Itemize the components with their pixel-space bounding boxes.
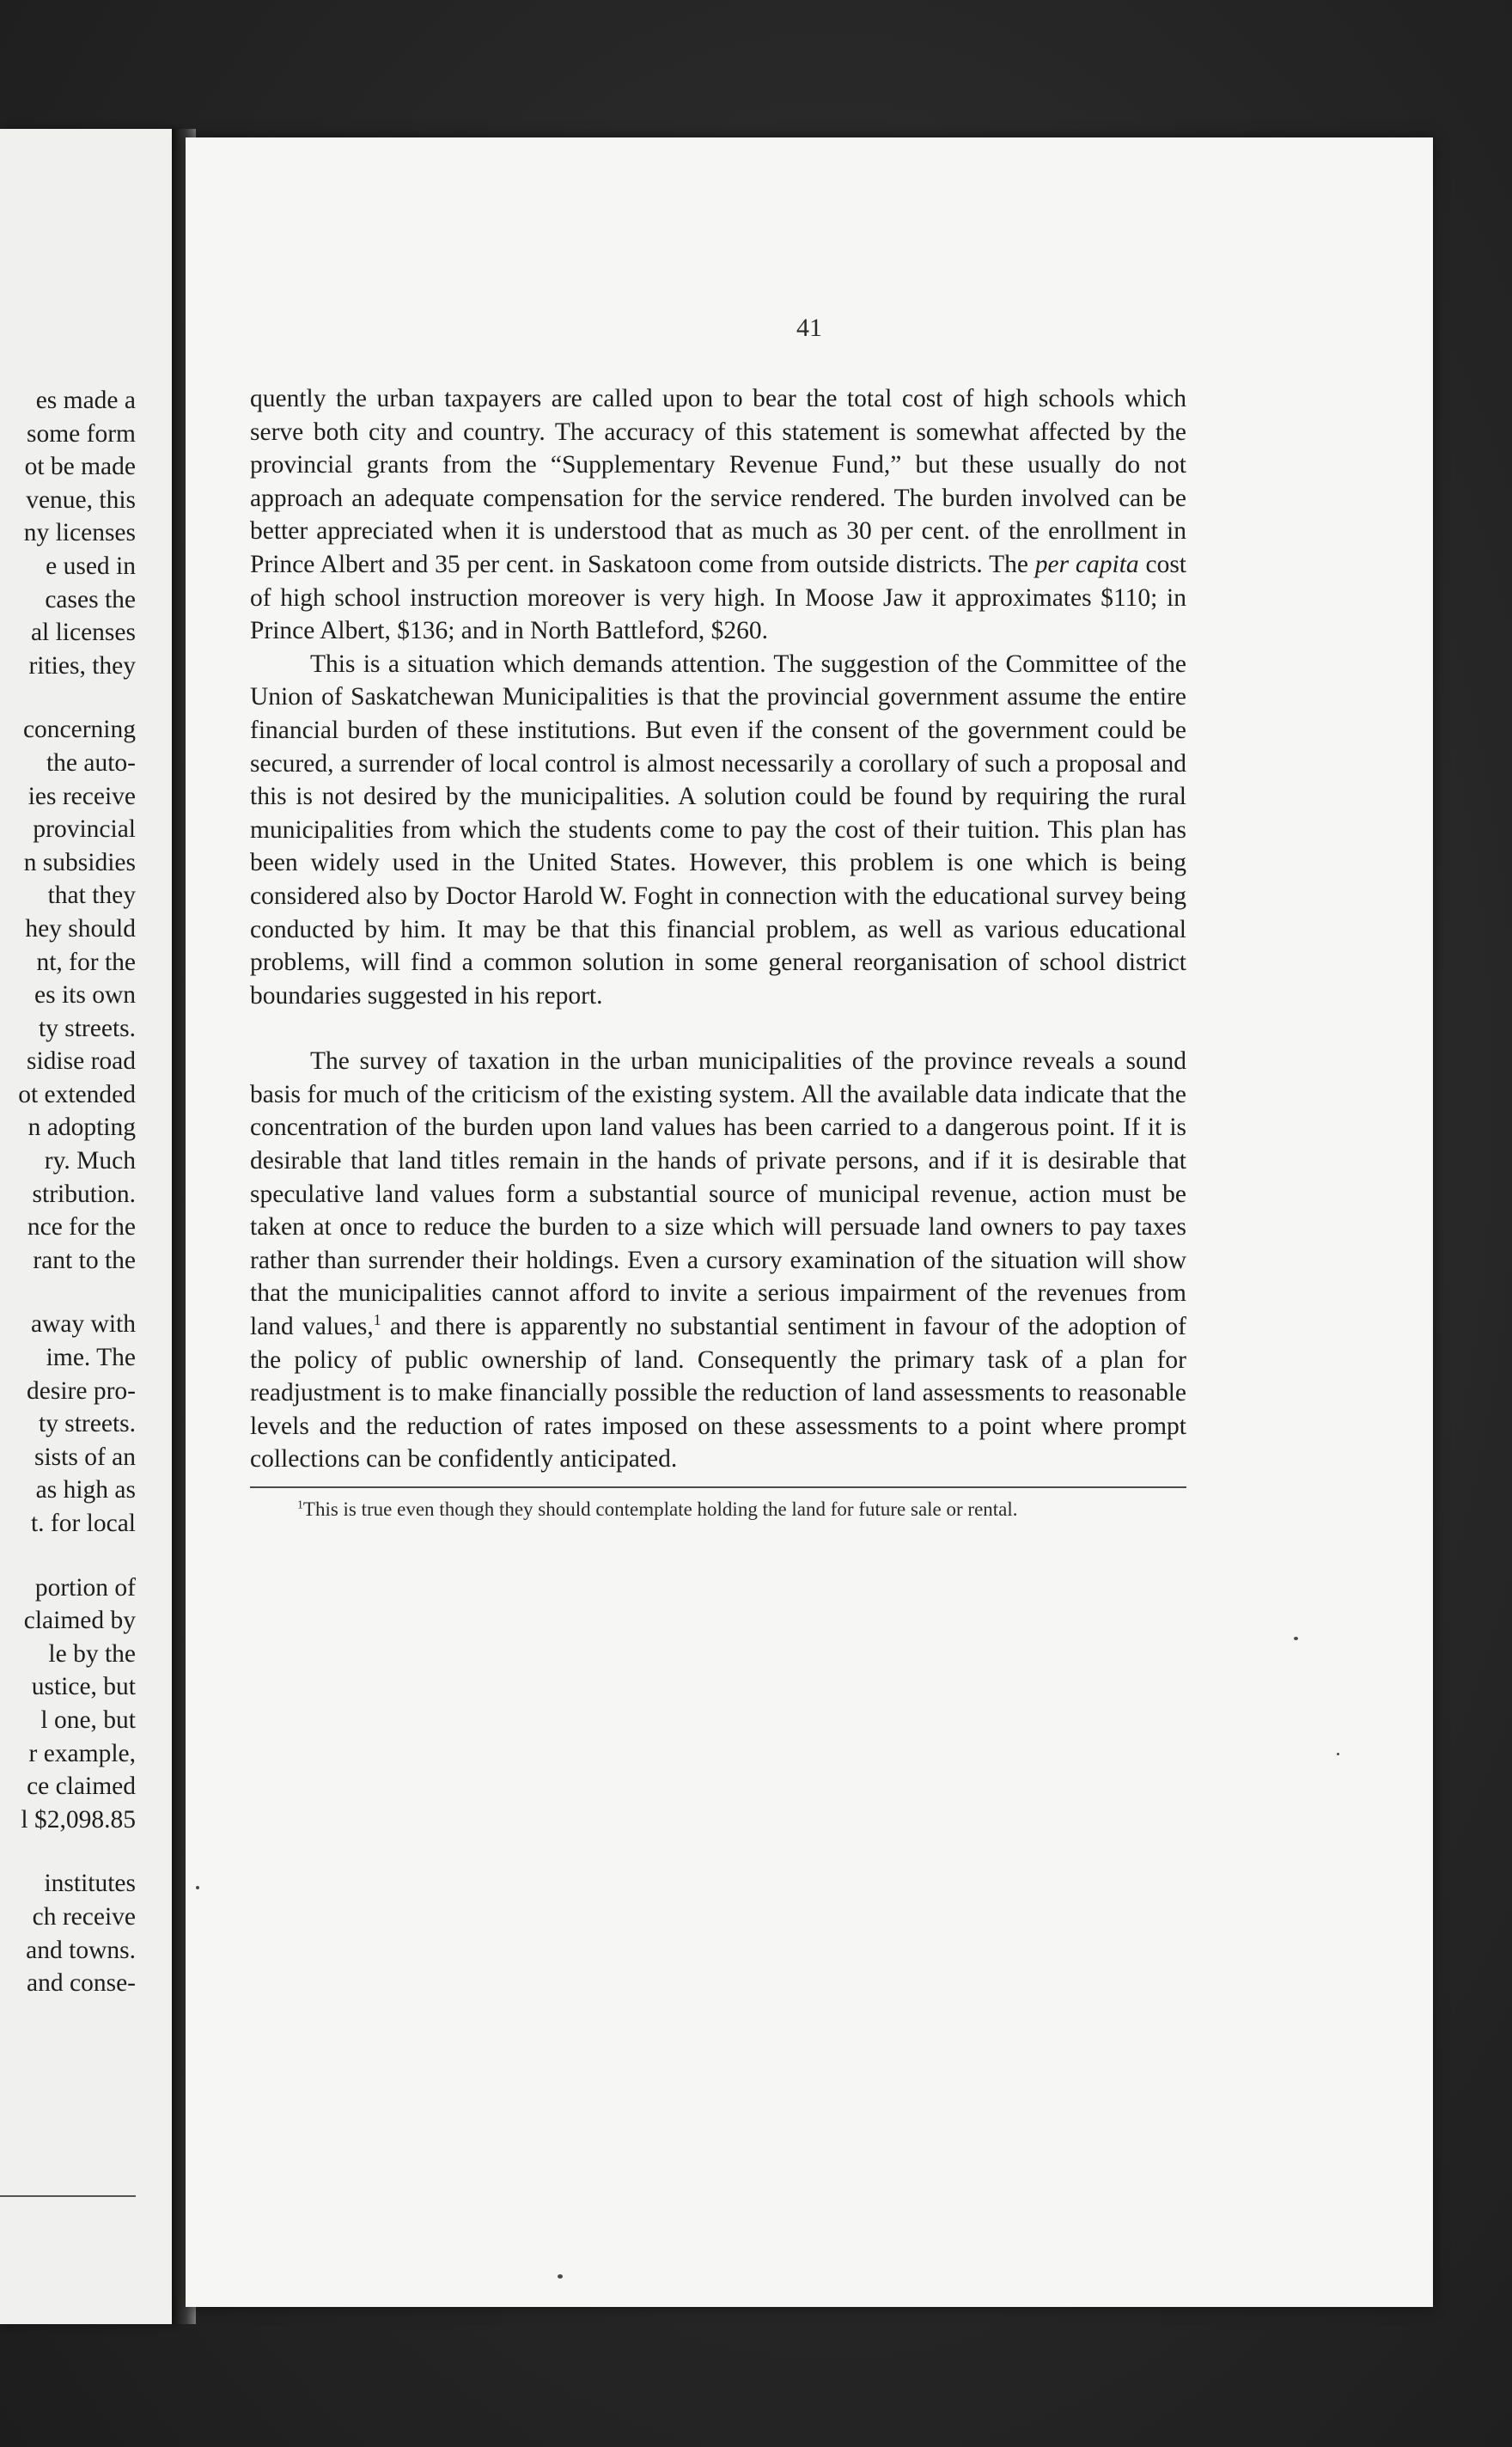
left-line: ty streets. xyxy=(38,1410,136,1438)
left-line: rities, they xyxy=(28,651,136,680)
left-line: ot extended xyxy=(18,1080,136,1108)
left-line: away with xyxy=(30,1310,136,1339)
left-line: cases the xyxy=(45,585,136,613)
left-line: ime. The xyxy=(46,1344,136,1372)
paragraph-text: quently the urban taxpayers are called upon to bear the total cost of high schools which serve both city and country. The accuracy of this statement is somewhat affected by the provincial grants from the “Supplementary Revenue Fund,” but these usually do not approach an adequate compensation for the service rendered. The burden involved can be better appreciated when it is understood that as much as 30 per cent. of the enrollment in Prince Albert and 35 per cent. in Saskatoon come from outside districts. The xyxy=(250,385,1186,578)
left-line: the auto- xyxy=(46,748,136,777)
left-line: ch receive xyxy=(32,1902,136,1931)
italic-phrase: per capita xyxy=(1034,550,1139,578)
left-line: that they xyxy=(47,882,136,910)
left-line: ustice, but xyxy=(31,1673,136,1701)
footnote-rule xyxy=(250,1486,1186,1488)
left-line: nt, for the xyxy=(36,948,136,976)
left-line: as high as xyxy=(35,1476,136,1504)
left-line: hey should xyxy=(25,914,136,943)
left-line: rant to the xyxy=(33,1246,136,1274)
left-line: nce for the xyxy=(27,1213,136,1242)
paragraph xyxy=(250,1045,1186,1476)
left-line: es made a xyxy=(35,387,136,414)
left-line: r example, xyxy=(28,1739,136,1767)
left-line: and towns. xyxy=(26,1936,136,1964)
left-line: es its own xyxy=(34,981,136,1010)
left-line: sists of an xyxy=(34,1443,136,1471)
left-line: l one, but xyxy=(40,1706,136,1734)
left-line: n subsidies xyxy=(23,848,136,876)
left-line: le by the xyxy=(48,1639,136,1668)
book-page xyxy=(186,137,1433,2307)
paragraph-text: and there is apparently no substantial sentiment in favour of the adoption of the policy of public ownership of land. Consequently the primary task of a plan for readjustment is to make financially possible the reduction of land assessments to reasonable levels and the reduction of rates imposed on these assessments to a point where prompt collections can be confidently anticipated. xyxy=(250,1313,1187,1474)
left-line: portion of xyxy=(34,1573,136,1602)
left-page-text xyxy=(0,384,136,2000)
left-line: ny licenses xyxy=(23,519,136,547)
left-page-rule xyxy=(0,2195,136,2197)
paragraph-text: The survey of taxation in the urban municipalities of the province reveals a sound basis for much of the criticism of the existing system. All the available data indicate that the concentration of the burden upon land values has been carried to a dangerous point. If it is desirable that land titles remain in the hands of private persons, and if it is desirable that speculative land values form a substantial source of municipal revenue, action must be taken at once to reduce the burden to a size which will persuade land owners to pay taxes rather than surrender their holdings. Even a cursory examination of the situation will show that the municipalities cannot afford to invite a serious impairment of the revenues from land values, xyxy=(250,1047,1186,1341)
footnote-reference: 1 xyxy=(373,1311,381,1329)
left-line: sidise road xyxy=(27,1047,136,1076)
paragraph: This is a situation which demands attention. The suggestion of the Committee of the Union of Saskatchewan Municipalities is that the provincial government assume the entire financial burden of these institutions. But even if the consent of the government could be secured, a surrender of local control is almost necessarily a corollary of such a proposal and this is not desired by the municipalities. A solution could be found by requiring the rural municipalities from which the students come to pay the cost of their tuition. This plan has been widely used in the United States. However, this problem is one which is being considered also by Doctor Harold W. Foght in connection with the educational survey being conducted by him. It may be that this financial problem, as well as various educational problems, will find a common solution in some general reorganisation of school district boundaries suggested in his report. xyxy=(250,650,1186,1010)
left-line: desire pro- xyxy=(27,1376,136,1405)
page-number: 41 xyxy=(796,314,822,342)
left-line: e used in xyxy=(46,552,136,580)
left-line: n adopting xyxy=(27,1114,136,1142)
left-line: ot be made xyxy=(24,453,136,481)
paragraph-continued xyxy=(250,382,1186,648)
left-line: ty streets. xyxy=(38,1014,136,1042)
left-facing-page xyxy=(0,129,175,2324)
left-line: claimed by xyxy=(23,1607,136,1635)
left-line: t. for local xyxy=(30,1510,136,1537)
left-line: institutes xyxy=(44,1870,136,1898)
footnote-text: This is true even though they should contemplate holding the land for future sale or rental. xyxy=(302,1498,1018,1520)
left-line: some form xyxy=(27,419,136,448)
paragraph-text: cost of high school instruction moreover is very high. In Moose Jaw it approximates $110; in Prince Albert, $136; and in North Battleford, $260. xyxy=(250,550,1186,645)
left-line: ry. Much xyxy=(44,1147,136,1175)
left-line: concerning xyxy=(22,716,136,744)
left-line: ies receive xyxy=(27,782,136,810)
page-body xyxy=(250,382,1186,1523)
footnote xyxy=(250,1497,1186,1523)
left-line: ce claimed xyxy=(27,1773,136,1801)
left-line: l $2,098.85 xyxy=(21,1805,136,1834)
left-line: stribution. xyxy=(32,1180,136,1208)
left-line: provincial xyxy=(33,815,136,844)
footnote-mark: 1 xyxy=(297,1498,303,1511)
left-line: al licenses xyxy=(30,619,136,647)
left-line: venue, this xyxy=(26,485,136,514)
left-line: and conse- xyxy=(27,1969,136,1998)
